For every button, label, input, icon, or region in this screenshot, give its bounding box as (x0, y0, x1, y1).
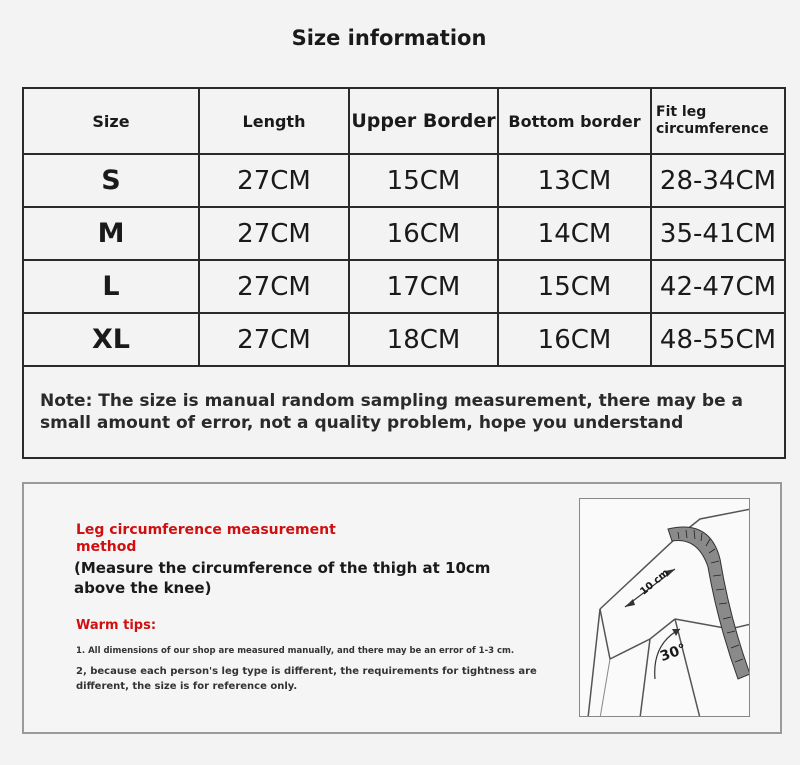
method-title: Leg circumference measurement method (76, 522, 336, 555)
cell-size: L (23, 260, 199, 313)
cell-upper-border: 17CM (349, 260, 498, 313)
cell-length: 27CM (199, 260, 349, 313)
cell-length: 27CM (199, 154, 349, 207)
angle-label: 30° (658, 640, 689, 666)
page-title: Size information (291, 26, 487, 50)
cell-bottom-border: 13CM (498, 154, 651, 207)
cell-upper-border: 15CM (349, 154, 498, 207)
cell-length: 27CM (199, 207, 349, 260)
cell-length: 27CM (199, 313, 349, 366)
warm-tip-2: 2, because each person's leg type is different, the requirements for tightness are different, the size is for reference only. (76, 666, 537, 692)
method-description: (Measure the circumference of the thigh at 10cm above the knee) (74, 559, 491, 597)
table-row (23, 207, 785, 260)
note-row (23, 366, 785, 458)
size-table (22, 87, 786, 459)
header-upper-border: Upper Border (349, 88, 498, 154)
cell-fit-leg: 28-34CM (651, 154, 785, 207)
size-note: Note: The size is manual random sampling measurement, there may be a small amount of error, not a quality problem, hope you understand (23, 366, 785, 458)
cell-upper-border: 18CM (349, 313, 498, 366)
cell-fit-leg: 35-41CM (651, 207, 785, 260)
cell-bottom-border: 16CM (498, 313, 651, 366)
table-row (23, 260, 785, 313)
table-header-row (23, 88, 785, 154)
measurement-panel (22, 482, 782, 734)
cell-fit-leg: 48-55CM (651, 313, 785, 366)
cell-bottom-border: 14CM (498, 207, 651, 260)
knee-measurement-diagram (579, 498, 750, 717)
header-length: Length (199, 88, 349, 154)
warm-tip-1: 1. All dimensions of our shop are measured manually, and there may be an error of 1-3 cm. (76, 646, 515, 656)
table-row (23, 154, 785, 207)
header-bottom-border: Bottom border (498, 88, 651, 154)
cell-upper-border: 16CM (349, 207, 498, 260)
cell-fit-leg: 42-47CM (651, 260, 785, 313)
cell-size: S (23, 154, 199, 207)
table-row (23, 313, 785, 366)
header-fit-leg-circumference: Fit leg circumference (651, 88, 785, 154)
cell-size: XL (23, 313, 199, 366)
cell-bottom-border: 15CM (498, 260, 651, 313)
header-size: Size (23, 88, 199, 154)
warm-tips-title: Warm tips: (76, 618, 157, 633)
distance-label: 10 cm (638, 567, 672, 598)
knee-diagram-icon (580, 499, 750, 717)
cell-size: M (23, 207, 199, 260)
